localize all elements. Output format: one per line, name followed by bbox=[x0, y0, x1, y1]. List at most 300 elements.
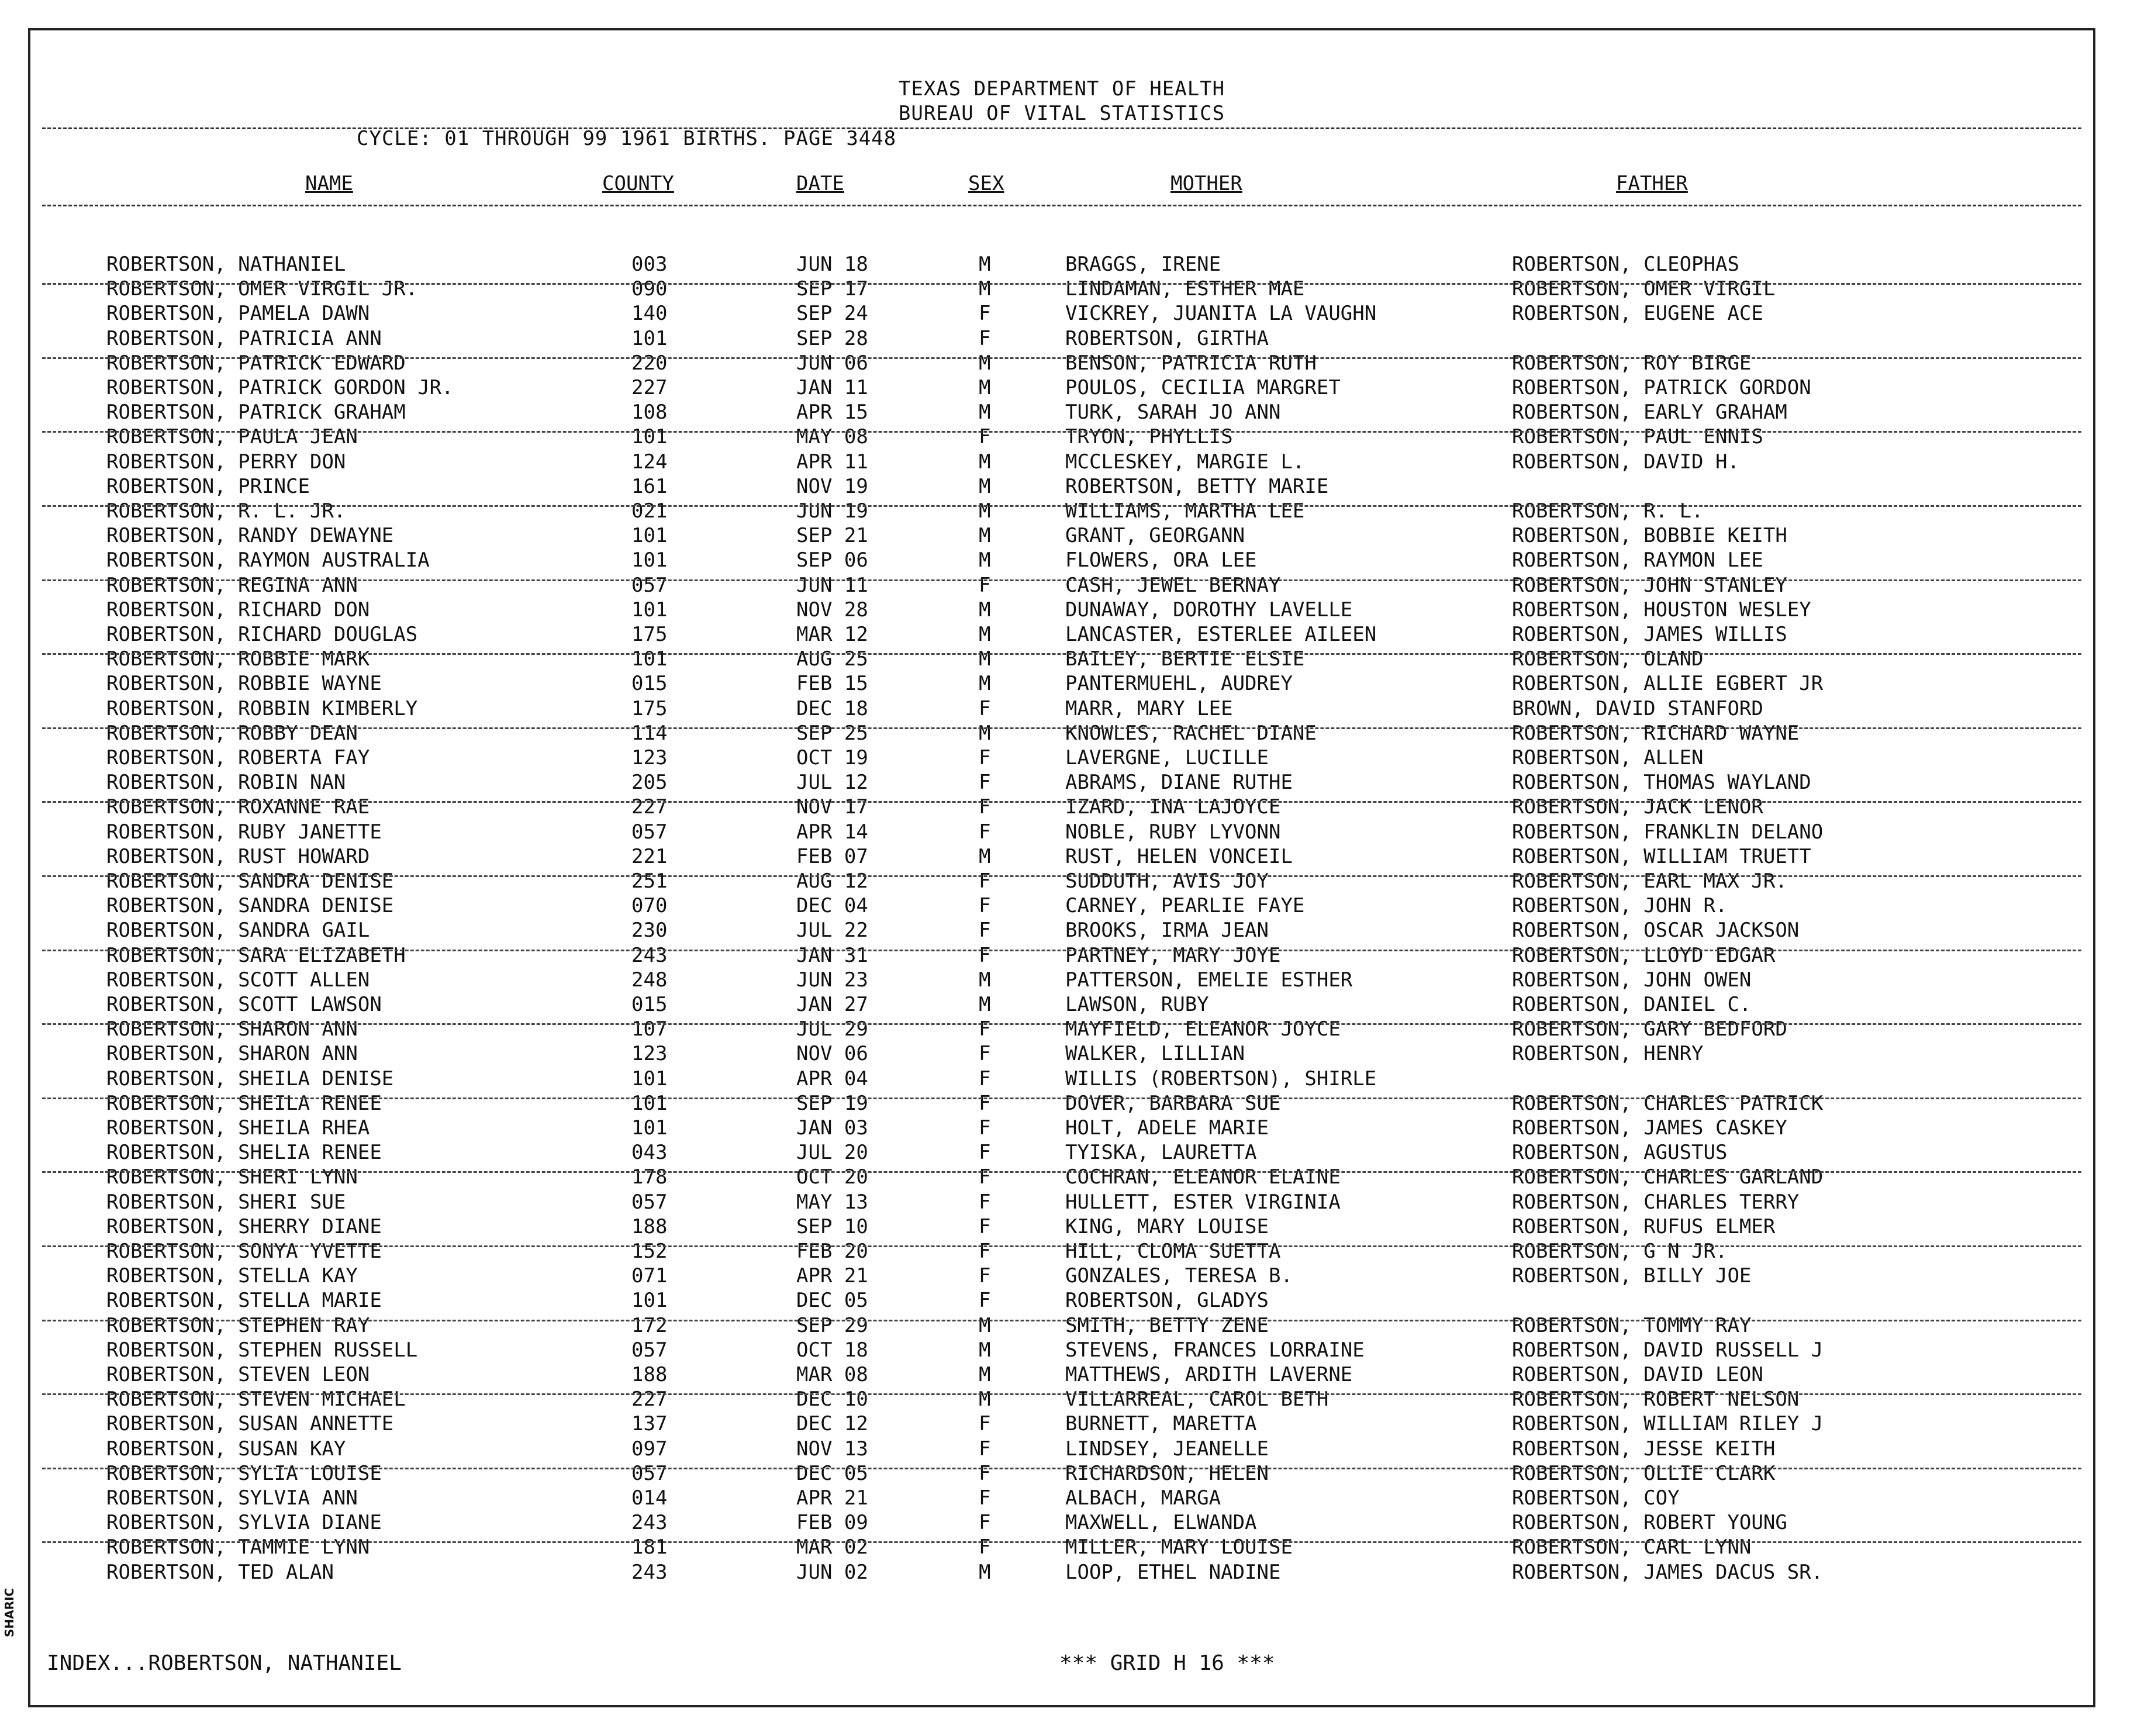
page-frame bbox=[28, 28, 2095, 1707]
record-date: APR 21 bbox=[796, 1264, 868, 1288]
record-sex: M bbox=[979, 844, 991, 868]
row-divider bbox=[42, 1320, 2081, 1321]
record-name: ROBERTSON, SYLIA LOUISE bbox=[106, 1461, 382, 1485]
record-father: ROBERTSON, DANIEL C. bbox=[1512, 993, 1752, 1016]
record-date: JUL 29 bbox=[796, 1017, 868, 1041]
record-father: ROBERTSON, LLOYD EDGAR bbox=[1512, 943, 1776, 967]
record-mother: ROBERTSON, GLADYS bbox=[1065, 1289, 1269, 1313]
record-county: 101 bbox=[631, 647, 668, 671]
record-name: ROBERTSON, TAMMIE LYNN bbox=[106, 1535, 370, 1559]
row-divider bbox=[42, 727, 2081, 729]
record-name: ROBERTSON, PAMELA DAWN bbox=[106, 302, 370, 326]
record-date: NOV 13 bbox=[796, 1437, 868, 1461]
record-mother: PATTERSON, EMELIE ESTHER bbox=[1065, 968, 1353, 992]
record-sex: M bbox=[979, 623, 991, 646]
record-name: ROBERTSON, STEVEN MICHAEL bbox=[106, 1388, 406, 1411]
row-divider bbox=[42, 653, 2081, 655]
record-sex: F bbox=[979, 1017, 991, 1041]
record-county: 014 bbox=[631, 1486, 668, 1510]
record-father: ROBERTSON, ALLIE EGBERT JR bbox=[1512, 672, 1824, 696]
record-name: ROBERTSON, ROXANNE RAE bbox=[106, 795, 370, 819]
record-father: ROBERTSON, EARLY GRAHAM bbox=[1512, 401, 1787, 424]
bureau-title: BUREAU OF VITAL STATISTICS bbox=[898, 102, 1225, 125]
record-father: ROBERTSON, PAUL ENNIS bbox=[1512, 425, 1763, 449]
record-mother: POULOS, CECILIA MARGRET bbox=[1065, 376, 1341, 399]
record-sex: F bbox=[979, 894, 991, 918]
record-name: ROBERTSON, STEPHEN RUSSELL bbox=[106, 1338, 418, 1362]
record-mother: WILLIAMS, MARTHA LEE bbox=[1065, 499, 1305, 523]
record-county: 057 bbox=[631, 1190, 668, 1214]
record-sex: F bbox=[979, 1486, 991, 1510]
record-date: OCT 18 bbox=[796, 1338, 868, 1362]
record-sex: M bbox=[979, 376, 991, 399]
record-name: ROBERTSON, PATRICK GRAHAM bbox=[106, 401, 406, 424]
record-mother: MCCLESKEY, MARGIE L. bbox=[1065, 450, 1305, 474]
record-father: ROBERTSON, ROY BIRGE bbox=[1512, 351, 1752, 375]
record-county: 107 bbox=[631, 1017, 668, 1041]
record-father: ROBERTSON, JOHN OWEN bbox=[1512, 968, 1752, 992]
record-name: ROBERTSON, STEPHEN RAY bbox=[106, 1313, 370, 1337]
record-sex: M bbox=[979, 1313, 991, 1337]
record-father: ROBERTSON, CHARLES PATRICK bbox=[1512, 1091, 1824, 1115]
department-title: TEXAS DEPARTMENT OF HEALTH bbox=[898, 77, 1225, 101]
record-sex: F bbox=[979, 1116, 991, 1140]
record-county: 101 bbox=[631, 1116, 668, 1140]
record-date: MAR 12 bbox=[796, 623, 868, 646]
record-father: ROBERTSON, RUFUS ELMER bbox=[1512, 1214, 1776, 1238]
record-mother: MARR, MARY LEE bbox=[1065, 696, 1233, 720]
record-father: ROBERTSON, ALLEN bbox=[1512, 746, 1704, 769]
record-sex: F bbox=[979, 943, 991, 967]
record-sex: F bbox=[979, 1190, 991, 1214]
record-sex: F bbox=[979, 1067, 991, 1090]
record-name: ROBERTSON, RANDY DEWAYNE bbox=[106, 524, 394, 548]
record-county: 101 bbox=[631, 1289, 668, 1313]
record-county: 090 bbox=[631, 277, 668, 301]
record-name: ROBERTSON, SYLVIA DIANE bbox=[106, 1511, 382, 1535]
record-date: MAR 08 bbox=[796, 1363, 868, 1386]
record-county: 021 bbox=[631, 499, 668, 523]
record-name: ROBERTSON, SANDRA GAIL bbox=[106, 919, 370, 943]
record-mother: RUST, HELEN VONCEIL bbox=[1065, 844, 1293, 868]
record-name: ROBERTSON, SANDRA DENISE bbox=[106, 894, 394, 918]
record-father: ROBERTSON, RICHARD WAYNE bbox=[1512, 721, 1800, 745]
record-name: ROBERTSON, STELLA MARIE bbox=[106, 1289, 382, 1313]
record-mother: ROBERTSON, BETTY MARIE bbox=[1065, 474, 1329, 498]
record-county: 243 bbox=[631, 943, 668, 967]
record-father: ROBERTSON, OSCAR JACKSON bbox=[1512, 919, 1800, 943]
record-father: ROBERTSON, EARL MAX JR. bbox=[1512, 869, 1787, 893]
record-mother: LANCASTER, ESTERLEE AILEEN bbox=[1065, 623, 1377, 646]
record-mother: HOLT, ADELE MARIE bbox=[1065, 1116, 1269, 1140]
record-date: MAY 13 bbox=[796, 1190, 868, 1214]
record-name: ROBERTSON, SANDRA DENISE bbox=[106, 869, 394, 893]
record-name: ROBERTSON, SYLVIA ANN bbox=[106, 1486, 358, 1510]
record-date: DEC 05 bbox=[796, 1461, 868, 1485]
record-name: ROBERTSON, SARA ELIZABETH bbox=[106, 943, 406, 967]
record-county: 227 bbox=[631, 1388, 668, 1411]
record-sex: F bbox=[979, 771, 991, 795]
record-name: ROBERTSON, PERRY DON bbox=[106, 450, 346, 474]
record-mother: ABRAMS, DIANE RUTHE bbox=[1065, 771, 1293, 795]
record-father: ROBERTSON, GARY BEDFORD bbox=[1512, 1017, 1787, 1041]
record-father: ROBERTSON, BOBBIE KEITH bbox=[1512, 524, 1787, 548]
record-date: SEP 29 bbox=[796, 1313, 868, 1337]
record-father: ROBERTSON, JAMES CASKEY bbox=[1512, 1116, 1787, 1140]
record-sex: M bbox=[979, 721, 991, 745]
record-father: ROBERTSON, PATRICK GORDON bbox=[1512, 376, 1811, 399]
record-father: ROBERTSON, OLLIE CLARK bbox=[1512, 1461, 1776, 1485]
record-mother: RICHARDSON, HELEN bbox=[1065, 1461, 1269, 1485]
record-name: ROBERTSON, SHEILA RHEA bbox=[106, 1116, 370, 1140]
record-name: ROBERTSON, RUBY JANETTE bbox=[106, 820, 382, 844]
record-father: ROBERTSON, ROBERT YOUNG bbox=[1512, 1511, 1787, 1535]
record-sex: F bbox=[979, 696, 991, 720]
record-mother: ROBERTSON, GIRTHA bbox=[1065, 326, 1269, 350]
record-county: 181 bbox=[631, 1535, 668, 1559]
record-sex: F bbox=[979, 869, 991, 893]
record-name: ROBERTSON, PATRICIA ANN bbox=[106, 326, 382, 350]
record-county: 070 bbox=[631, 894, 668, 918]
record-name: ROBERTSON, PATRICK GORDON JR. bbox=[106, 376, 454, 399]
record-sex: F bbox=[979, 425, 991, 449]
record-name: ROBERTSON, RUST HOWARD bbox=[106, 844, 370, 868]
row-divider bbox=[42, 283, 2081, 285]
record-father: ROBERTSON, DAVID LEON bbox=[1512, 1363, 1763, 1386]
record-sex: M bbox=[979, 277, 991, 301]
record-father: BROWN, DAVID STANFORD bbox=[1512, 696, 1763, 720]
record-date: SEP 24 bbox=[796, 302, 868, 326]
row-divider bbox=[42, 1023, 2081, 1025]
record-date: APR 14 bbox=[796, 820, 868, 844]
record-sex: F bbox=[979, 820, 991, 844]
record-county: 015 bbox=[631, 993, 668, 1016]
record-date: DEC 10 bbox=[796, 1388, 868, 1411]
record-sex: F bbox=[979, 326, 991, 350]
record-father: ROBERTSON, BILLY JOE bbox=[1512, 1264, 1752, 1288]
record-county: 101 bbox=[631, 548, 668, 572]
record-date: FEB 20 bbox=[796, 1240, 868, 1263]
record-father: ROBERTSON, JAMES DACUS SR. bbox=[1512, 1560, 1824, 1584]
record-date: OCT 19 bbox=[796, 746, 868, 769]
record-mother: COCHRAN, ELEANOR ELAINE bbox=[1065, 1165, 1341, 1189]
record-county: 178 bbox=[631, 1165, 668, 1189]
record-mother: LOOP, ETHEL NADINE bbox=[1065, 1560, 1281, 1584]
record-county: 057 bbox=[631, 1338, 668, 1362]
record-name: ROBERTSON, SHARON ANN bbox=[106, 1042, 358, 1066]
record-mother: VILLARREAL, CAROL BETH bbox=[1065, 1388, 1329, 1411]
record-date: DEC 12 bbox=[796, 1412, 868, 1436]
record-mother: GONZALES, TERESA B. bbox=[1065, 1264, 1293, 1288]
record-county: 248 bbox=[631, 968, 668, 992]
record-county: 101 bbox=[631, 1067, 668, 1090]
record-sex: F bbox=[979, 1289, 991, 1313]
record-county: 123 bbox=[631, 1042, 668, 1066]
record-sex: M bbox=[979, 253, 991, 276]
record-county: 101 bbox=[631, 425, 668, 449]
record-date: JAN 31 bbox=[796, 943, 868, 967]
record-mother: LINDAMAN, ESTHER MAE bbox=[1065, 277, 1305, 301]
record-sex: F bbox=[979, 1042, 991, 1066]
record-father: ROBERTSON, JAMES WILLIS bbox=[1512, 623, 1787, 646]
record-county: 175 bbox=[631, 696, 668, 720]
record-date: SEP 10 bbox=[796, 1214, 868, 1238]
record-father: ROBERTSON, TOMMY RAY bbox=[1512, 1313, 1752, 1337]
record-county: 101 bbox=[631, 598, 668, 622]
record-sex: M bbox=[979, 672, 991, 696]
row-divider bbox=[42, 950, 2081, 951]
record-name: ROBERTSON, NATHANIEL bbox=[106, 253, 346, 276]
row-divider bbox=[42, 431, 2081, 433]
record-sex: M bbox=[979, 598, 991, 622]
row-divider bbox=[42, 505, 2081, 507]
record-date: JUL 22 bbox=[796, 919, 868, 943]
record-sex: F bbox=[979, 1535, 991, 1559]
record-name: ROBERTSON, STEVEN LEON bbox=[106, 1363, 370, 1386]
record-mother: PARTNEY, MARY JOYE bbox=[1065, 943, 1281, 967]
record-sex: F bbox=[979, 1141, 991, 1165]
record-county: 101 bbox=[631, 524, 668, 548]
record-sex: M bbox=[979, 351, 991, 375]
record-date: SEP 21 bbox=[796, 524, 868, 548]
record-sex: F bbox=[979, 573, 991, 597]
record-father: ROBERTSON, COY bbox=[1512, 1486, 1680, 1510]
record-mother: DUNAWAY, DOROTHY LAVELLE bbox=[1065, 598, 1353, 622]
record-county: 101 bbox=[631, 1091, 668, 1115]
record-sex: F bbox=[979, 746, 991, 769]
row-divider bbox=[42, 875, 2081, 877]
record-mother: BROOKS, IRMA JEAN bbox=[1065, 919, 1269, 943]
record-name: ROBERTSON, SHELIA RENEE bbox=[106, 1141, 382, 1165]
record-mother: MILLER, MARY LOUISE bbox=[1065, 1535, 1293, 1559]
col-date: DATE bbox=[796, 172, 844, 195]
row-divider bbox=[42, 1171, 2081, 1173]
record-mother: NOBLE, RUBY LYVONN bbox=[1065, 820, 1281, 844]
record-mother: ALBACH, MARGA bbox=[1065, 1486, 1221, 1510]
side-label: SHARIC bbox=[2, 1587, 16, 1637]
record-sex: M bbox=[979, 401, 991, 424]
record-county: 057 bbox=[631, 820, 668, 844]
record-mother: HILL, CLOMA SUETTA bbox=[1065, 1240, 1281, 1263]
record-sex: M bbox=[979, 474, 991, 498]
record-sex: F bbox=[979, 1240, 991, 1263]
record-sex: M bbox=[979, 1363, 991, 1386]
record-name: ROBERTSON, SHEILA RENEE bbox=[106, 1091, 382, 1115]
record-date: SEP 06 bbox=[796, 548, 868, 572]
record-date: APR 15 bbox=[796, 401, 868, 424]
record-father: ROBERTSON, WILLIAM TRUETT bbox=[1512, 844, 1811, 868]
record-county: 057 bbox=[631, 1461, 668, 1485]
record-father: ROBERTSON, DAVID RUSSELL J bbox=[1512, 1338, 1824, 1362]
record-mother: GRANT, GEORGANN bbox=[1065, 524, 1245, 548]
record-mother: SMITH, BETTY ZENE bbox=[1065, 1313, 1269, 1337]
row-divider bbox=[42, 1245, 2081, 1247]
record-name: ROBERTSON, ROBBY DEAN bbox=[106, 721, 358, 745]
record-date: APR 11 bbox=[796, 450, 868, 474]
record-sex: M bbox=[979, 647, 991, 671]
record-sex: F bbox=[979, 1412, 991, 1436]
col-mother: MOTHER bbox=[1170, 172, 1242, 195]
col-father: FATHER bbox=[1616, 172, 1688, 195]
record-name: ROBERTSON, RICHARD DON bbox=[106, 598, 370, 622]
record-date: MAY 08 bbox=[796, 425, 868, 449]
record-mother: TURK, SARAH JO ANN bbox=[1065, 401, 1281, 424]
record-mother: FLOWERS, ORA LEE bbox=[1065, 548, 1257, 572]
record-county: 015 bbox=[631, 672, 668, 696]
col-county: COUNTY bbox=[602, 172, 674, 195]
record-county: 221 bbox=[631, 844, 668, 868]
record-father: ROBERTSON, R. L. bbox=[1512, 499, 1704, 523]
record-date: AUG 12 bbox=[796, 869, 868, 893]
record-father: ROBERTSON, CLEOPHAS bbox=[1512, 253, 1739, 276]
record-name: ROBERTSON, STELLA KAY bbox=[106, 1264, 358, 1288]
record-mother: KING, MARY LOUISE bbox=[1065, 1214, 1269, 1238]
record-father: ROBERTSON, WILLIAM RILEY J bbox=[1512, 1412, 1824, 1436]
record-sex: F bbox=[979, 1511, 991, 1535]
record-date: NOV 19 bbox=[796, 474, 868, 498]
record-date: JUN 18 bbox=[796, 253, 868, 276]
record-sex: M bbox=[979, 499, 991, 523]
record-name: ROBERTSON, SHERRY DIANE bbox=[106, 1214, 382, 1238]
record-name: ROBERTSON, ROBBIN KIMBERLY bbox=[106, 696, 418, 720]
record-sex: F bbox=[979, 1214, 991, 1238]
record-mother: BURNETT, MARETTA bbox=[1065, 1412, 1257, 1436]
record-sex: M bbox=[979, 450, 991, 474]
record-father: ROBERTSON, RAYMON LEE bbox=[1512, 548, 1763, 572]
record-father: ROBERTSON, DAVID H. bbox=[1512, 450, 1739, 474]
record-father: ROBERTSON, G N JR. bbox=[1512, 1240, 1728, 1263]
record-mother: TYISKA, LAURETTA bbox=[1065, 1141, 1257, 1165]
record-father: ROBERTSON, FRANKLIN DELANO bbox=[1512, 820, 1824, 844]
record-date: NOV 28 bbox=[796, 598, 868, 622]
record-father: ROBERTSON, THOMAS WAYLAND bbox=[1512, 771, 1811, 795]
record-date: SEP 28 bbox=[796, 326, 868, 350]
record-mother: SUDDUTH, AVIS JOY bbox=[1065, 869, 1269, 893]
record-mother: VICKREY, JUANITA LA VAUGHN bbox=[1065, 302, 1377, 326]
record-sex: M bbox=[979, 1388, 991, 1411]
row-divider bbox=[42, 1541, 2081, 1543]
record-father: ROBERTSON, JOHN R. bbox=[1512, 894, 1728, 918]
record-mother: IZARD, INA LAJOYCE bbox=[1065, 795, 1281, 819]
record-mother: WILLIS (ROBERTSON), SHIRLE bbox=[1065, 1067, 1377, 1090]
record-name: ROBERTSON, PATRICK EDWARD bbox=[106, 351, 406, 375]
record-sex: F bbox=[979, 1437, 991, 1461]
record-name: ROBERTSON, ROBERTA FAY bbox=[106, 746, 370, 769]
record-sex: F bbox=[979, 302, 991, 326]
record-date: DEC 18 bbox=[796, 696, 868, 720]
col-name: NAME bbox=[305, 172, 353, 195]
record-sex: F bbox=[979, 1091, 991, 1115]
record-father: ROBERTSON, CARL LYNN bbox=[1512, 1535, 1752, 1559]
record-mother: BAILEY, BERTIE ELSIE bbox=[1065, 647, 1305, 671]
row-divider bbox=[42, 1097, 2081, 1099]
record-mother: HULLETT, ESTER VIRGINIA bbox=[1065, 1190, 1341, 1214]
record-sex: M bbox=[979, 1560, 991, 1584]
record-date: SEP 25 bbox=[796, 721, 868, 745]
grid-label: *** GRID H 16 *** bbox=[1059, 1651, 1275, 1675]
record-date: SEP 19 bbox=[796, 1091, 868, 1115]
record-county: 172 bbox=[631, 1313, 668, 1337]
record-date: DEC 05 bbox=[796, 1289, 868, 1313]
header-divider bbox=[42, 127, 2081, 129]
record-mother: BRAGGS, IRENE bbox=[1065, 253, 1221, 276]
column-divider bbox=[42, 205, 2081, 206]
record-name: ROBERTSON, ROBBIE WAYNE bbox=[106, 672, 382, 696]
record-county: 140 bbox=[631, 302, 668, 326]
record-mother: WALKER, LILLIAN bbox=[1065, 1042, 1245, 1066]
record-county: 152 bbox=[631, 1240, 668, 1263]
record-date: NOV 06 bbox=[796, 1042, 868, 1066]
record-sex: M bbox=[979, 1338, 991, 1362]
record-county: 220 bbox=[631, 351, 668, 375]
record-date: FEB 15 bbox=[796, 672, 868, 696]
record-name: ROBERTSON, REGINA ANN bbox=[106, 573, 358, 597]
record-mother: KNOWLES, RACHEL DIANE bbox=[1065, 721, 1317, 745]
record-name: ROBERTSON, ROBIN NAN bbox=[106, 771, 346, 795]
record-date: MAR 02 bbox=[796, 1535, 868, 1559]
record-father: ROBERTSON, OLAND bbox=[1512, 647, 1704, 671]
record-date: JUL 12 bbox=[796, 771, 868, 795]
record-county: 205 bbox=[631, 771, 668, 795]
record-county: 227 bbox=[631, 795, 668, 819]
record-mother: CASH, JEWEL BERNAY bbox=[1065, 573, 1281, 597]
record-mother: TRYON, PHYLLIS bbox=[1065, 425, 1233, 449]
record-date: JAN 27 bbox=[796, 993, 868, 1016]
record-sex: F bbox=[979, 1461, 991, 1485]
record-county: 057 bbox=[631, 573, 668, 597]
record-mother: LAWSON, RUBY bbox=[1065, 993, 1209, 1016]
record-mother: CARNEY, PEARLIE FAYE bbox=[1065, 894, 1305, 918]
record-mother: BENSON, PATRICIA RUTH bbox=[1065, 351, 1317, 375]
record-father: ROBERTSON, CHARLES TERRY bbox=[1512, 1190, 1800, 1214]
row-divider bbox=[42, 1393, 2081, 1395]
record-date: JUN 19 bbox=[796, 499, 868, 523]
record-name: ROBERTSON, PAULA JEAN bbox=[106, 425, 358, 449]
record-father: ROBERTSON, HENRY bbox=[1512, 1042, 1704, 1066]
record-county: 101 bbox=[631, 326, 668, 350]
record-name: ROBERTSON, SONYA YVETTE bbox=[106, 1240, 382, 1263]
record-sex: F bbox=[979, 795, 991, 819]
record-name: ROBERTSON, PRINCE bbox=[106, 474, 310, 498]
record-county: 114 bbox=[631, 721, 668, 745]
record-name: ROBERTSON, SUSAN KAY bbox=[106, 1437, 346, 1461]
record-county: 243 bbox=[631, 1511, 668, 1535]
record-mother: LAVERGNE, LUCILLE bbox=[1065, 746, 1269, 769]
record-sex: M bbox=[979, 548, 991, 572]
record-name: ROBERTSON, SCOTT LAWSON bbox=[106, 993, 382, 1016]
record-county: 188 bbox=[631, 1214, 668, 1238]
record-date: JAN 03 bbox=[796, 1116, 868, 1140]
record-date: FEB 07 bbox=[796, 844, 868, 868]
record-county: 188 bbox=[631, 1363, 668, 1386]
record-father: ROBERTSON, JESSE KEITH bbox=[1512, 1437, 1776, 1461]
record-name: ROBERTSON, TED ALAN bbox=[106, 1560, 334, 1584]
row-divider bbox=[42, 579, 2081, 581]
record-date: AUG 25 bbox=[796, 647, 868, 671]
record-date: JUN 23 bbox=[796, 968, 868, 992]
record-county: 123 bbox=[631, 746, 668, 769]
record-name: ROBERTSON, RAYMON AUSTRALIA bbox=[106, 548, 430, 572]
record-name: ROBERTSON, OMER VIRGIL JR. bbox=[106, 277, 418, 301]
record-sex: F bbox=[979, 1165, 991, 1189]
record-name: ROBERTSON, SHARON ANN bbox=[106, 1017, 358, 1041]
record-date: SEP 17 bbox=[796, 277, 868, 301]
record-mother: MAXWELL, ELWANDA bbox=[1065, 1511, 1257, 1535]
record-father: ROBERTSON, AGUSTUS bbox=[1512, 1141, 1728, 1165]
record-father: ROBERTSON, ROBERT NELSON bbox=[1512, 1388, 1800, 1411]
record-name: ROBERTSON, ROBBIE MARK bbox=[106, 647, 370, 671]
record-father: ROBERTSON, OMER VIRGIL bbox=[1512, 277, 1776, 301]
